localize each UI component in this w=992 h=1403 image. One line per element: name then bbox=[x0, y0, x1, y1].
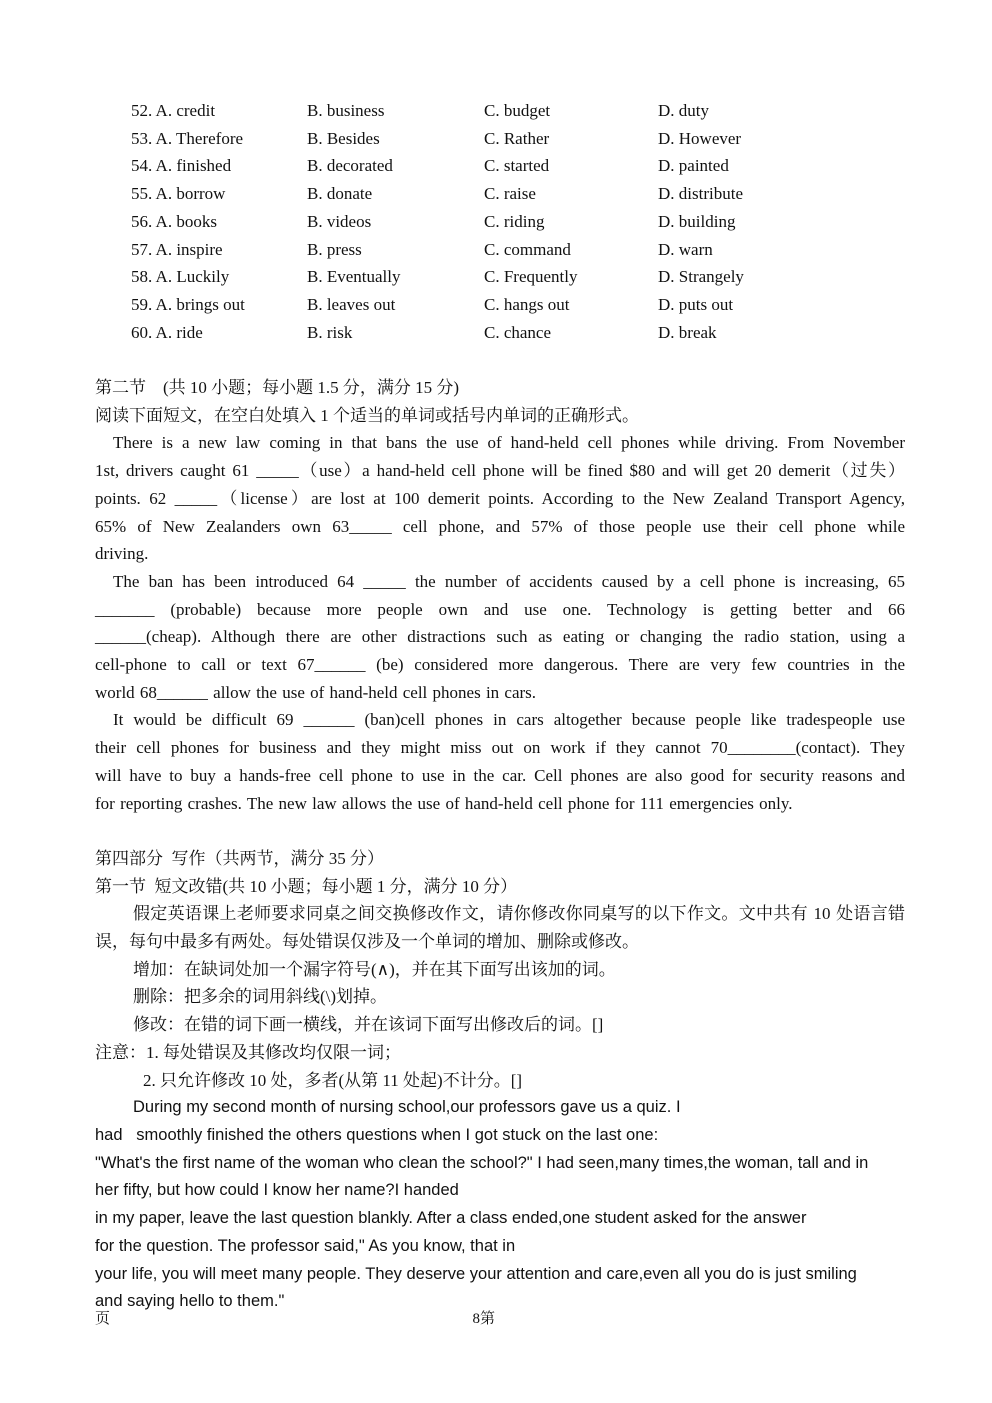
cloze-line: world 68______ allow the use of hand-held cell phones in cars. bbox=[95, 682, 537, 702]
option-57-b: B. press bbox=[307, 239, 362, 259]
option-54-d: D. painted bbox=[658, 156, 729, 176]
essay-line: for the question. The professor said," As you know, that in bbox=[95, 1236, 516, 1255]
option-52-d: D. duty bbox=[658, 101, 709, 120]
cloze-paragraph-2 bbox=[95, 568, 905, 707]
option-53-b: B. Besides bbox=[307, 128, 380, 148]
options-table bbox=[131, 97, 905, 346]
cloze-line: driving. bbox=[95, 544, 149, 564]
option-60-d: D. break bbox=[658, 322, 717, 342]
option-60-b: B. risk bbox=[307, 322, 353, 342]
option-row-54 bbox=[131, 152, 905, 180]
option-58-b: B. Eventually bbox=[307, 267, 401, 287]
option-53-c: C. Rather bbox=[484, 128, 550, 148]
option-59-c: C. hangs out bbox=[484, 294, 570, 314]
section2-heading: 第二节 (共 10 小题；每小题 1.5 分，满分 15 分) bbox=[95, 378, 460, 398]
option-52-a: 52. A. credit bbox=[131, 101, 216, 120]
option-row-55 bbox=[131, 180, 905, 208]
option-row-58 bbox=[131, 263, 905, 291]
option-row-59 bbox=[131, 291, 905, 319]
intro-line: 误，每句中最多有两处。每处错误仅涉及一个单词的增加、删除或修改。 bbox=[95, 932, 639, 952]
option-56-c: C. riding bbox=[484, 211, 545, 231]
option-57-c: C. command bbox=[484, 239, 571, 259]
cloze-line: cell-phone to call or text 67______ (be) considered more dangerous. There are very few countries in the bbox=[95, 655, 905, 675]
essay-line: During my second month of nursing school,our professors gave us a quiz. I bbox=[133, 1098, 681, 1117]
option-59-d: D. puts out bbox=[658, 294, 734, 314]
cloze-line: for reporting crashes. The new law allows the use of hand-held cell phone for 111 emergencies only. bbox=[95, 793, 793, 813]
option-54-a: 54. A. finished bbox=[131, 156, 232, 176]
option-row-53 bbox=[131, 125, 905, 153]
option-60-c: C. chance bbox=[484, 322, 552, 342]
cloze-line: 65% of New Zealanders own 63_____ cell phone, and 57% of those people use their cell phone while bbox=[95, 516, 905, 536]
option-54-b: B. decorated bbox=[307, 156, 393, 176]
cloze-line: It would be difficult 69 ______ (ban)cell phones in cars altogether because people like tradespeople use bbox=[113, 710, 905, 730]
cloze-paragraph-3 bbox=[95, 706, 905, 817]
essay-line: your life, you will meet many people. They deserve your attention and care,even all you do is just smiling bbox=[95, 1264, 857, 1283]
option-55-d: D. distribute bbox=[658, 184, 743, 204]
cloze-line: There is a new law coming in that bans the use of hand-held cell phones while driving. From November bbox=[113, 433, 905, 453]
essay-line: in my paper, leave the last question blankly. After a class ended,one student asked for the answer bbox=[95, 1209, 807, 1228]
option-60-a: 60. A. ride bbox=[131, 322, 203, 342]
option-52-c: C. budget bbox=[484, 101, 551, 120]
rule-add: 增加：在缺词处加一个漏字符号(∧)，并在其下面写出该加的词。 bbox=[133, 959, 616, 979]
cloze-line: ______(cheap). Although there are other distractions such as eating or changing the radio station, using a bbox=[95, 627, 905, 647]
footer-left-label: 页 bbox=[95, 1311, 111, 1327]
cloze-paragraph-1 bbox=[95, 429, 905, 568]
cloze-line: The ban has been introduced 64 _____ the number of accidents caused by a cell phone is increasing, 65 bbox=[113, 571, 905, 591]
cloze-line: _______ (probable) because more people own and use one. Technology is getting better and 66 bbox=[95, 599, 905, 619]
option-55-b: B. donate bbox=[307, 184, 373, 204]
cloze-line: their cell phones for business and they might miss out on work if they cannot 70________(contact). They bbox=[95, 738, 905, 758]
student-essay bbox=[95, 1094, 905, 1316]
option-56-a: 56. A. books bbox=[131, 211, 217, 231]
essay-line: "What's the first name of the woman who clean the school?" I had seen,many times,the woman, tall and in bbox=[95, 1153, 869, 1172]
note-line-2: 2. 只允许修改 10 处，多者(从第 11 处起)不计分。[] bbox=[143, 1070, 523, 1090]
proofreading-intro bbox=[95, 900, 905, 955]
part4-heading: 第四部分 写作（共两节，满分 35 分） bbox=[95, 848, 384, 868]
option-57-d: D. warn bbox=[658, 239, 713, 259]
option-59-a: 59. A. brings out bbox=[131, 294, 245, 314]
rule-modify: 修改：在错的词下画一横线，并在该词下面写出修改后的词。[] bbox=[133, 1015, 604, 1035]
essay-line: had smoothly finished the others questions when I got stuck on the last one: bbox=[95, 1125, 659, 1144]
cloze-line: will have to buy a hands-free cell phone to use in the car. Cell phones are also good for security reasons and bbox=[95, 765, 905, 785]
part4-section1-heading: 第一节 短文改错(共 10 小题；每小题 1 分，满分 10 分） bbox=[95, 876, 518, 896]
intro-line: 假定英语课上老师要求同桌之间交换修改作文，请你修改你同桌写的以下作文。文中共有 10 处语言错 bbox=[133, 904, 905, 924]
option-58-d: D. Strangely bbox=[658, 267, 744, 287]
essay-line: her fifty, but how could I know her name?I handed bbox=[95, 1181, 459, 1200]
rule-delete: 删除：把多余的词用斜线(\)划掉。 bbox=[133, 987, 388, 1007]
note-line-1: 注意：1. 每处错误及其修改均仅限一词； bbox=[95, 1042, 401, 1062]
option-row-57 bbox=[131, 236, 905, 264]
option-55-c: C. raise bbox=[484, 184, 536, 204]
cloze-line: 1st, drivers caught 61 _____（use）a hand-held cell phone will be fined $80 and will get 20 demerit（过失） bbox=[95, 461, 905, 481]
option-55-a: 55. A. borrow bbox=[131, 184, 226, 204]
option-53-d: D. However bbox=[658, 128, 742, 148]
option-56-b: B. videos bbox=[307, 211, 372, 231]
option-52-b: B. business bbox=[307, 101, 385, 120]
option-59-b: B. leaves out bbox=[307, 294, 396, 314]
option-53-a: 53. A. Therefore bbox=[131, 128, 244, 148]
option-56-d: D. building bbox=[658, 211, 736, 231]
option-57-a: 57. A. inspire bbox=[131, 239, 223, 259]
option-row-56 bbox=[131, 208, 905, 236]
option-58-a: 58. A. Luckily bbox=[131, 267, 230, 287]
page-footer bbox=[95, 1306, 905, 1334]
cloze-line: points. 62 _____（license）are lost at 100 demerit points. According to the New Zealand Transport Agency, bbox=[95, 488, 905, 508]
option-row-52 bbox=[131, 97, 905, 125]
section2-instruction: 阅读下面短文，在空白处填入 1 个适当的单词或括号内单词的正确形式。 bbox=[95, 405, 639, 425]
option-54-c: C. started bbox=[484, 156, 550, 176]
option-row-60 bbox=[131, 319, 905, 347]
option-58-c: C. Frequently bbox=[484, 267, 578, 287]
essay-line: and saying hello to them." bbox=[95, 1292, 285, 1311]
page-number: 8第 bbox=[472, 1311, 496, 1327]
